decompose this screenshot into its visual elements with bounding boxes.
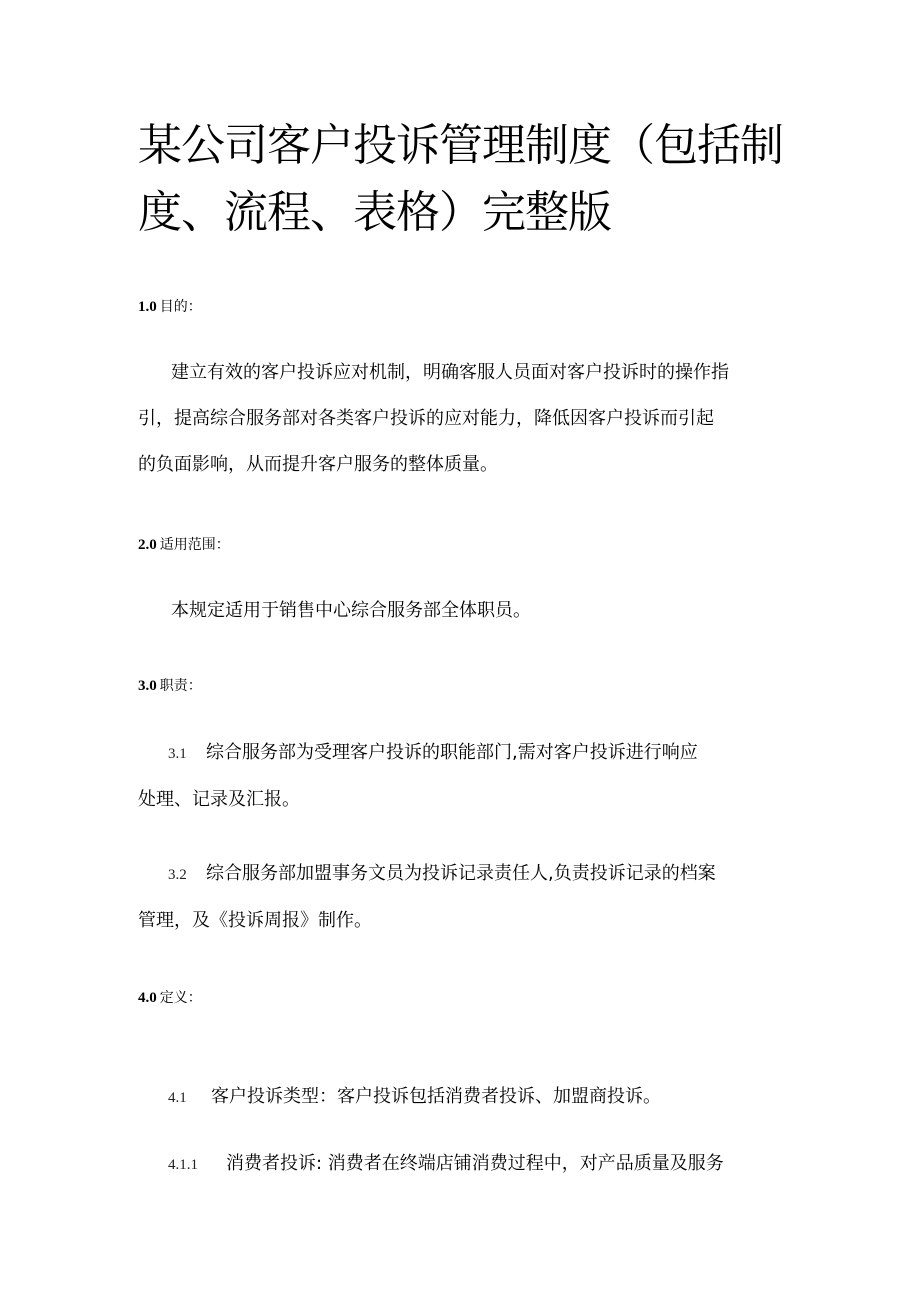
- paragraph-line: 建立有效的客户投诉应对机制，明确客服人员面对客户投诉时的操作指: [171, 362, 729, 383]
- section-number: 1.0: [138, 299, 157, 315]
- scope-paragraph: [138, 588, 798, 634]
- paragraph-line: 本规定适用于销售中心综合服务部全体职员。: [171, 600, 531, 621]
- definition-4-1-1: [138, 1141, 798, 1188]
- section-label: 定义：: [159, 990, 202, 1006]
- definition-4-1: [138, 1074, 798, 1121]
- paragraph-line: 的负面影响，从而提升客户服务的整体质量。: [138, 454, 498, 475]
- section-label: 职责：: [159, 678, 202, 694]
- section-number: 3.0: [138, 678, 157, 694]
- section-heading-responsibilities: [138, 676, 202, 696]
- clause-number: 4.1: [168, 1090, 187, 1106]
- paragraph-line: 消费者投诉: 消费者在终端店铺消费过程中，对产品质量及服务: [226, 1153, 724, 1174]
- section-heading-definitions: [138, 988, 202, 1008]
- paragraph-line: 处理、记录及汇报。: [138, 789, 300, 810]
- clause-number: 4.1.1: [168, 1157, 198, 1173]
- document-title: [138, 112, 798, 246]
- paragraph-line: 管理，及《投诉周报》制作。: [138, 910, 372, 931]
- section-number: 4.0: [138, 990, 157, 1006]
- purpose-paragraph: [138, 350, 798, 488]
- responsibility-3-2: [138, 851, 798, 944]
- paragraph-line: 客户投诉类型：客户投诉包括消费者投诉、加盟商投诉。: [211, 1086, 661, 1107]
- section-heading-purpose: [138, 297, 202, 317]
- paragraph-line: 引，提高综合服务部对各类客户投诉的应对能力，降低因客户投诉而引起: [138, 408, 714, 429]
- paragraph-line: 综合服务部加盟事务文员为投诉记录责任人,负责投诉记录的档案: [206, 863, 716, 884]
- section-label: 目的：: [159, 299, 202, 315]
- section-label: 适用范围：: [159, 537, 230, 553]
- section-number: 2.0: [138, 537, 157, 553]
- paragraph-line: 综合服务部为受理客户投诉的职能部门,需对客户投诉进行响应: [206, 742, 698, 763]
- section-heading-scope: [138, 535, 230, 555]
- responsibility-3-1: [138, 730, 798, 823]
- clause-number: 3.1: [168, 746, 187, 762]
- title-line-2: 度、流程、表格）完整版: [138, 187, 611, 238]
- title-line-1: 某公司客户投诉管理制度（包括制: [138, 120, 783, 171]
- clause-number: 3.2: [168, 867, 187, 883]
